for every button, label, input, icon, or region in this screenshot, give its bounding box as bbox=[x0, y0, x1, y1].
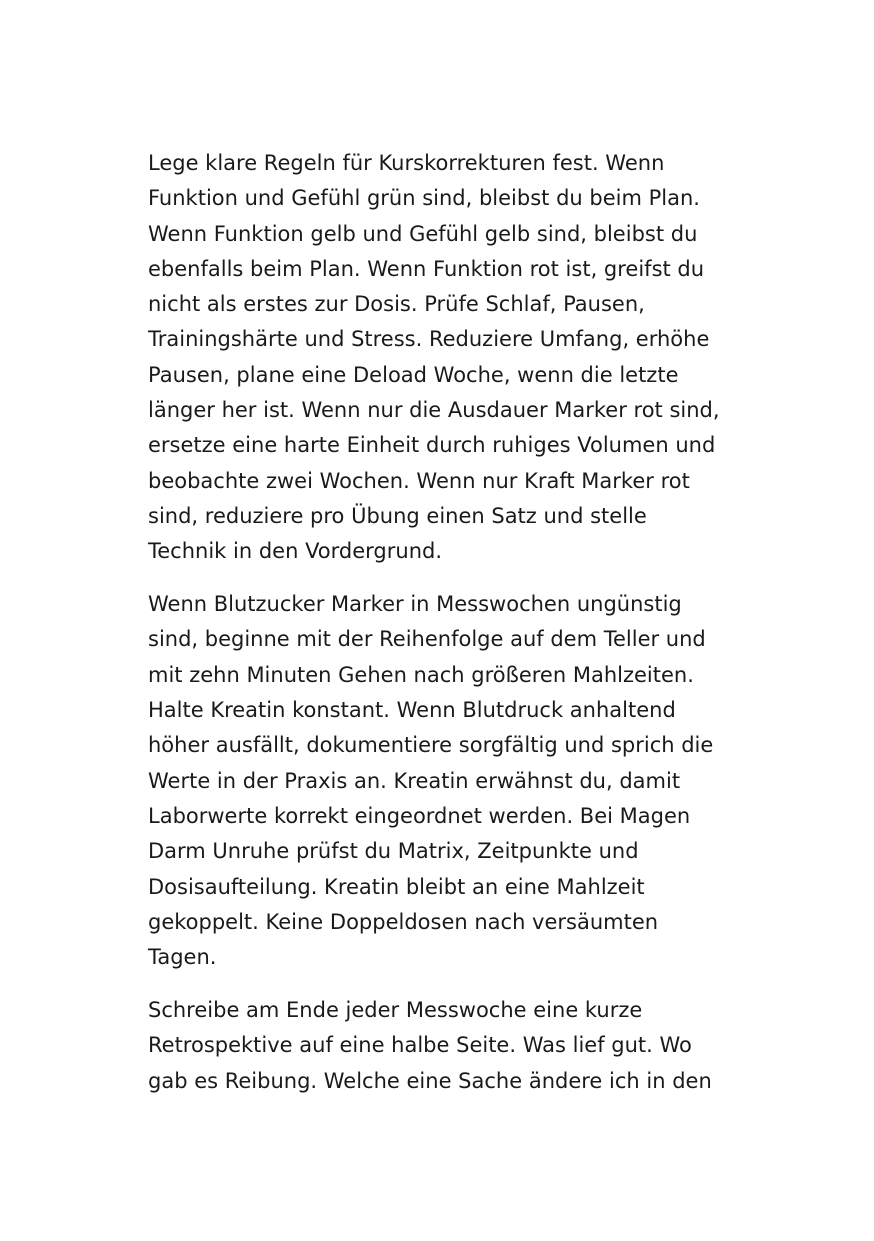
text-line: Schreibe am Ende jeder Messwoche eine kurze bbox=[148, 998, 643, 1023]
text-line: länger her ist. Wenn nur die Ausdauer Marker rot sind, bbox=[148, 398, 720, 423]
text-line: sind, reduziere pro Übung einen Satz und stelle bbox=[148, 503, 647, 528]
text-line: gab es Reibung. Welche eine Sache ändere ich in den bbox=[148, 1068, 712, 1093]
paragraph-1 bbox=[148, 146, 728, 570]
text-line: beobachte zwei Wochen. Wenn nur Kraft Marker rot bbox=[148, 468, 690, 493]
text-line: mit zehn Minuten Gehen nach größeren Mahlzeiten. bbox=[148, 662, 694, 687]
text-line: Retrospektive auf eine halbe Seite. Was lief gut. Wo bbox=[148, 1033, 692, 1058]
text-line: Halte Kreatin konstant. Wenn Blutdruck anhaltend bbox=[148, 698, 676, 723]
text-line: Tagen. bbox=[148, 945, 217, 970]
text-line: Trainingshärte und Stress. Reduziere Umfang, erhöhe bbox=[148, 327, 710, 352]
paragraph-2 bbox=[148, 587, 728, 975]
text-line: gekoppelt. Keine Doppeldosen nach versäumten bbox=[148, 909, 659, 934]
text-line: Wenn Blutzucker Marker in Messwochen ungünstig bbox=[148, 592, 682, 617]
text-line: Technik in den Vordergrund. bbox=[148, 539, 443, 564]
text-line: Werte in der Praxis an. Kreatin erwähnst du, damit bbox=[148, 768, 681, 793]
text-line: Darm Unruhe prüfst du Matrix, Zeitpunkte und bbox=[148, 839, 639, 864]
text-line: nicht als erstes zur Dosis. Prüfe Schlaf, Pausen, bbox=[148, 292, 645, 317]
text-line: Pausen, plane eine Deload Woche, wenn die letzte bbox=[148, 362, 679, 387]
text-line: ersetze eine harte Einheit durch ruhiges Volumen und bbox=[148, 433, 716, 458]
text-line: Lege klare Regeln für Kurskorrekturen fest. Wenn bbox=[148, 151, 665, 175]
text-line: Wenn Funktion gelb und Gefühl gelb sind, bleibst du bbox=[148, 221, 698, 246]
text-line: Funktion und Gefühl grün sind, bleibst du beim Plan. bbox=[148, 186, 700, 211]
text-line: Dosisaufteilung. Kreatin bleibt an eine Mahlzeit bbox=[148, 874, 645, 899]
text-line: Laborwerte korrekt eingeordnet werden. Bei Magen bbox=[148, 803, 691, 828]
text-line: ebenfalls beim Plan. Wenn Funktion rot ist, greifst du bbox=[148, 256, 705, 281]
text-line: sind, beginne mit der Reihenfolge auf dem Teller und bbox=[148, 627, 706, 652]
text-line: höher ausfällt, dokumentiere sorgfältig und sprich die bbox=[148, 733, 714, 758]
document-body bbox=[148, 146, 728, 1099]
paragraph-3 bbox=[148, 993, 728, 1099]
